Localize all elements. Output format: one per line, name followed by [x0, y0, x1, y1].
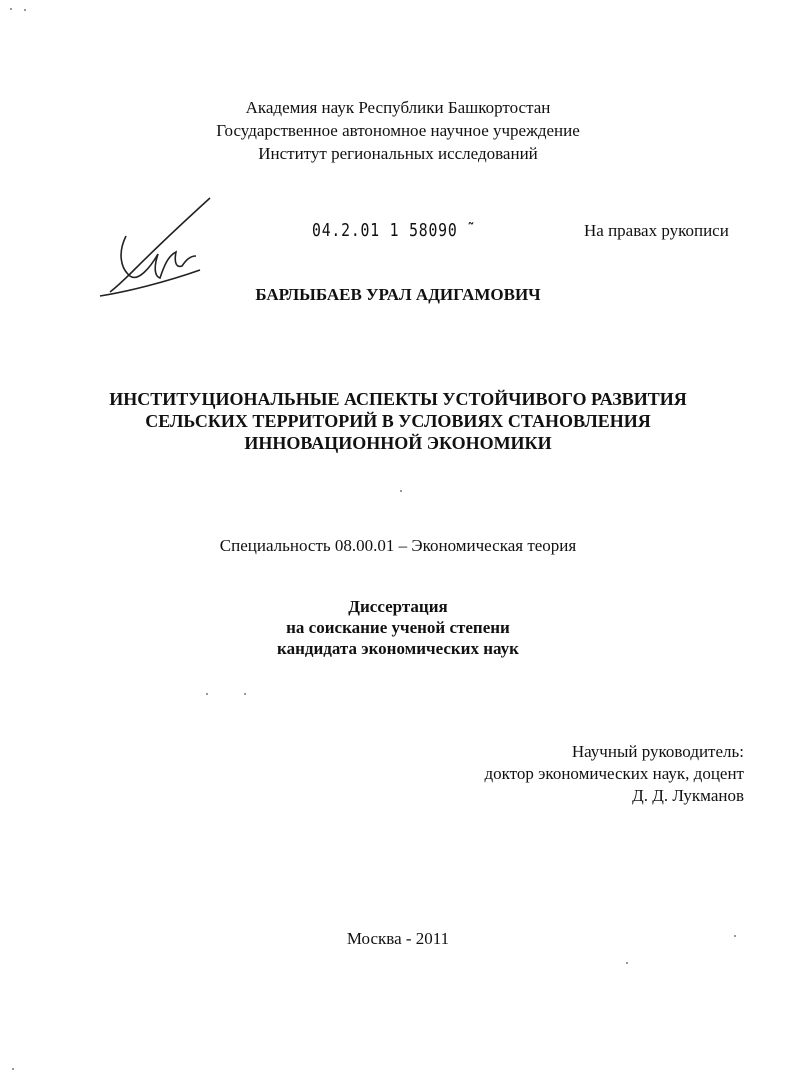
degree-line: на соискание ученой степени — [286, 618, 510, 637]
title-line: ИНСТИТУЦИОНАЛЬНЫЕ АСПЕКТЫ УСТОЙЧИВОГО РАЗВИТИЯ — [109, 389, 687, 409]
author-name: БАРЛЫБАЕВ УРАЛ АДИГАМОВИЧ — [255, 285, 541, 304]
scan-speck — [206, 693, 208, 695]
supervisor-line: доктор экономических наук, доцент — [484, 764, 744, 783]
scan-speck — [12, 1068, 14, 1070]
rights-note: На правах рукописи — [584, 221, 729, 240]
specialty: Специальность 08.00.01 – Экономическая теория — [219, 536, 577, 555]
scan-speck — [400, 490, 402, 492]
supervisor-line: Научный руководитель: — [571, 742, 744, 761]
degree-block — [0, 596, 796, 659]
registration-code: 04.2.01 1 58090 ̃ — [312, 220, 468, 241]
degree-line: кандидата экономических наук — [277, 639, 519, 658]
degree-line: Диссертация — [348, 597, 448, 616]
supervisor-block — [485, 741, 745, 807]
scan-speck — [734, 935, 736, 937]
institution-line: Государственное автономное научное учреждение — [216, 121, 580, 140]
scan-speck — [244, 693, 246, 695]
dissertation-title — [0, 388, 796, 454]
scan-speck — [10, 8, 12, 10]
scan-speck — [626, 962, 628, 964]
title-line: СЕЛЬСКИХ ТЕРРИТОРИЙ В УСЛОВИЯХ СТАНОВЛЕНИЯ — [145, 411, 651, 431]
scan-speck — [24, 9, 26, 11]
institution-line: Институт региональных исследований — [258, 144, 538, 163]
institution-line: Академия наук Республики Башкортостан — [245, 98, 551, 117]
city-year: Москва - 2011 — [346, 929, 450, 948]
title-line: ИННОВАЦИОННОЙ ЭКОНОМИКИ — [244, 433, 552, 453]
institution-header — [0, 96, 796, 165]
supervisor-line: Д. Д. Лукманов — [632, 786, 744, 805]
